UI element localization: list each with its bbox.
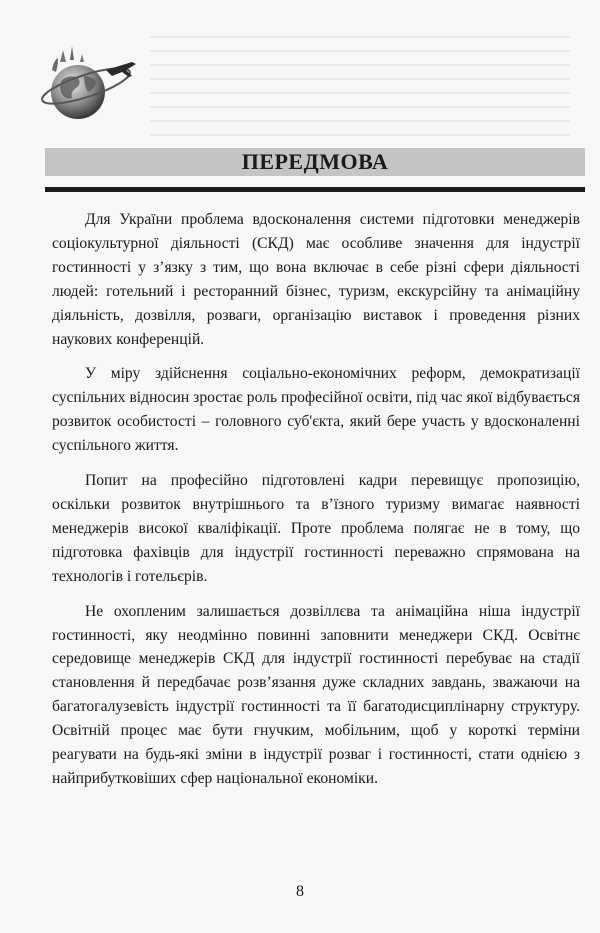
bleed-through-shadow — [150, 30, 570, 150]
paragraph: Не охопленим залишається дозвіллєва та анімаційна ніша індустрії гостинності, яку неодмінно повинні заповнити менеджери СКД. Освітнє середовище менеджерів СКД для індустрії гостинності перебуває на стадії становлення й передбачає розв’язання дуже складних завдань, зважаючи на багатогалузевість індустрії гостинності та її багатодисциплінарну структуру. Освітній процес має бути гнучким, мобільним, щоб у короткі терміни реагувати на будь-які зміни в індустрії розваг і гостинності, стати однією з найприбутковіших сфер національної економіки. — [52, 602, 580, 787]
heading-rule — [45, 187, 585, 192]
page-heading: ПЕРЕДМОВА — [241, 149, 389, 174]
globe-airplane-icon — [40, 40, 140, 125]
paragraph: Для України проблема вдосконалення системи підготовки менеджерів соціокультурної діяльності (СКД) має особливе значення для індустрії гостинності у з’язку з тим, що вона включає в себе різні сфери діяльності людей: готельний і ресторанний бізнес, туризм, екскурсійну та анімаційну діяльність, дозвілля, розваги, організацію виставок і проведення різних наукових конференцій. — [52, 211, 580, 348]
paragraph: У міру здійснення соціально-економічних реформ, демократизації суспільних відносин зростає роль професійної освіти, під час якої відбувається розвиток особистості – головного суб'єкта, який бере участь у вдосконаленні суспільного життя. — [52, 365, 580, 455]
heading-band — [45, 148, 585, 176]
paragraph: Попит на професійно підготовлені кадри перевищує пропозицію, оскільки розвиток внутрішнього та в’їзного туризму вимагає наявності менеджерів високої кваліфікації. Проте проблема полягає не в тому, що підготовка фахівців для індустрії гостинності переважно спрямована на технологів і готельєрів. — [52, 472, 580, 585]
body-text — [52, 208, 580, 802]
page-number: 8 — [296, 883, 304, 900]
